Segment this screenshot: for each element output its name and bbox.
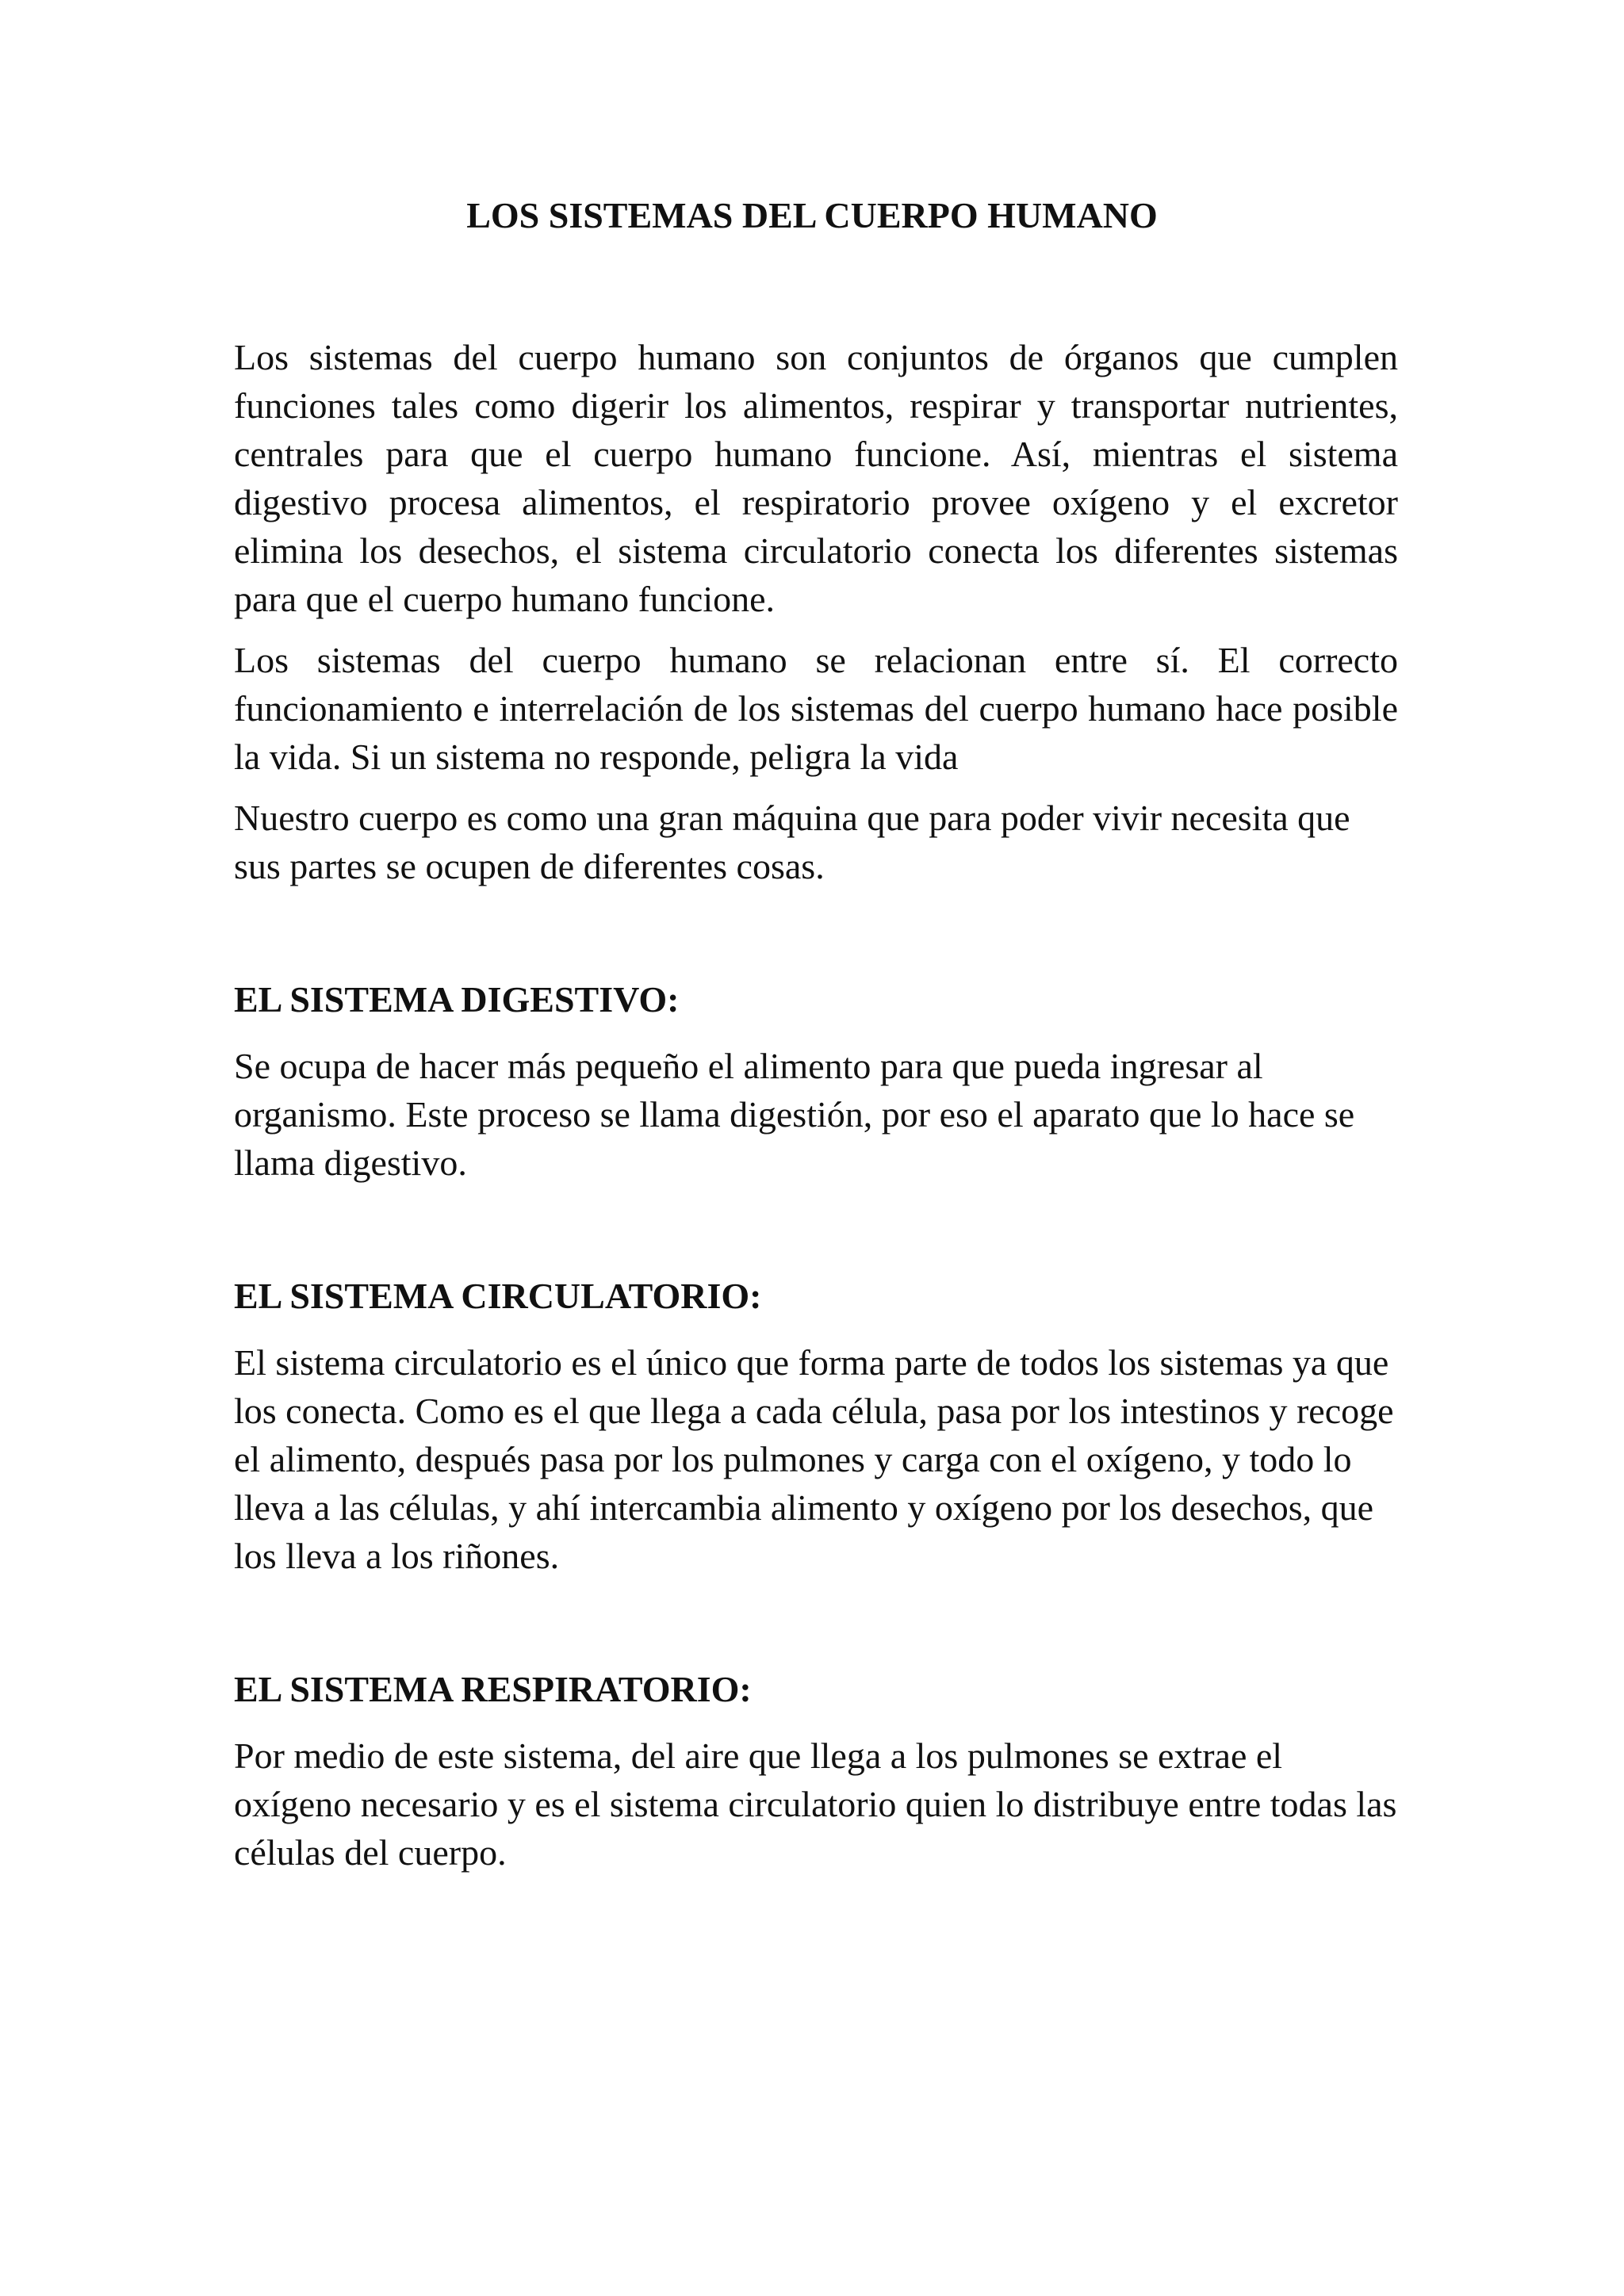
section-body-digestivo: Se ocupa de hacer más pequeño el alimento para que pueda ingresar al organismo. Este proceso se llama digestión, por eso el aparato que lo hace se llama digestivo.: [234, 1046, 1355, 1183]
section-heading-circulatorio: EL SISTEMA CIRCULATORIO:: [234, 1276, 762, 1316]
section-body-circulatorio: El sistema circulatorio es el único que forma parte de todos los sistemas ya que los conecta. Como es el que llega a cada célula, pasa por los intestinos y recoge el alimento, después pasa por los pulmones y carga con el oxígeno, y todo lo lleva a las células, y ahí intercambia alimento y oxígeno por los desechos, que los lleva a los riñones.: [234, 1342, 1394, 1576]
document-body: [234, 333, 1398, 1877]
intro-paragraph-2: Los sistemas del cuerpo humano se relacionan entre sí. El correcto funcionamiento e interrelación de los sistemas del cuerpo humano hace posible la vida. Si un sistema no responde, peligra la vida: [234, 640, 1398, 777]
intro-paragraph-3: Nuestro cuerpo es como una gran máquina que para poder vivir necesita que sus partes se ocupen de diferentes cosas.: [234, 798, 1350, 886]
intro-paragraph-1: Los sistemas del cuerpo humano son conjuntos de órganos que cumplen funciones tales como digerir los alimentos, respirar y transportar nutrientes, centrales para que el cuerpo humano funcione. Así, mientras el sistema digestivo procesa alimentos, el respiratorio provee oxígeno y el excretor elimina los desechos, el sistema circulatorio conecta los diferentes sistemas para que el cuerpo humano funcione.: [234, 337, 1398, 619]
section-body-respiratorio: Por medio de este sistema, del aire que llega a los pulmones se extrae el oxígeno necesario y es el sistema circulatorio quien lo distribuye entre todas las células del cuerpo.: [234, 1735, 1397, 1873]
section-heading-digestivo: EL SISTEMA DIGESTIVO:: [234, 979, 680, 1020]
document-title: LOS SISTEMAS DEL CUERPO HUMANO: [466, 195, 1158, 235]
section-heading-respiratorio: EL SISTEMA RESPIRATORIO:: [234, 1669, 752, 1709]
